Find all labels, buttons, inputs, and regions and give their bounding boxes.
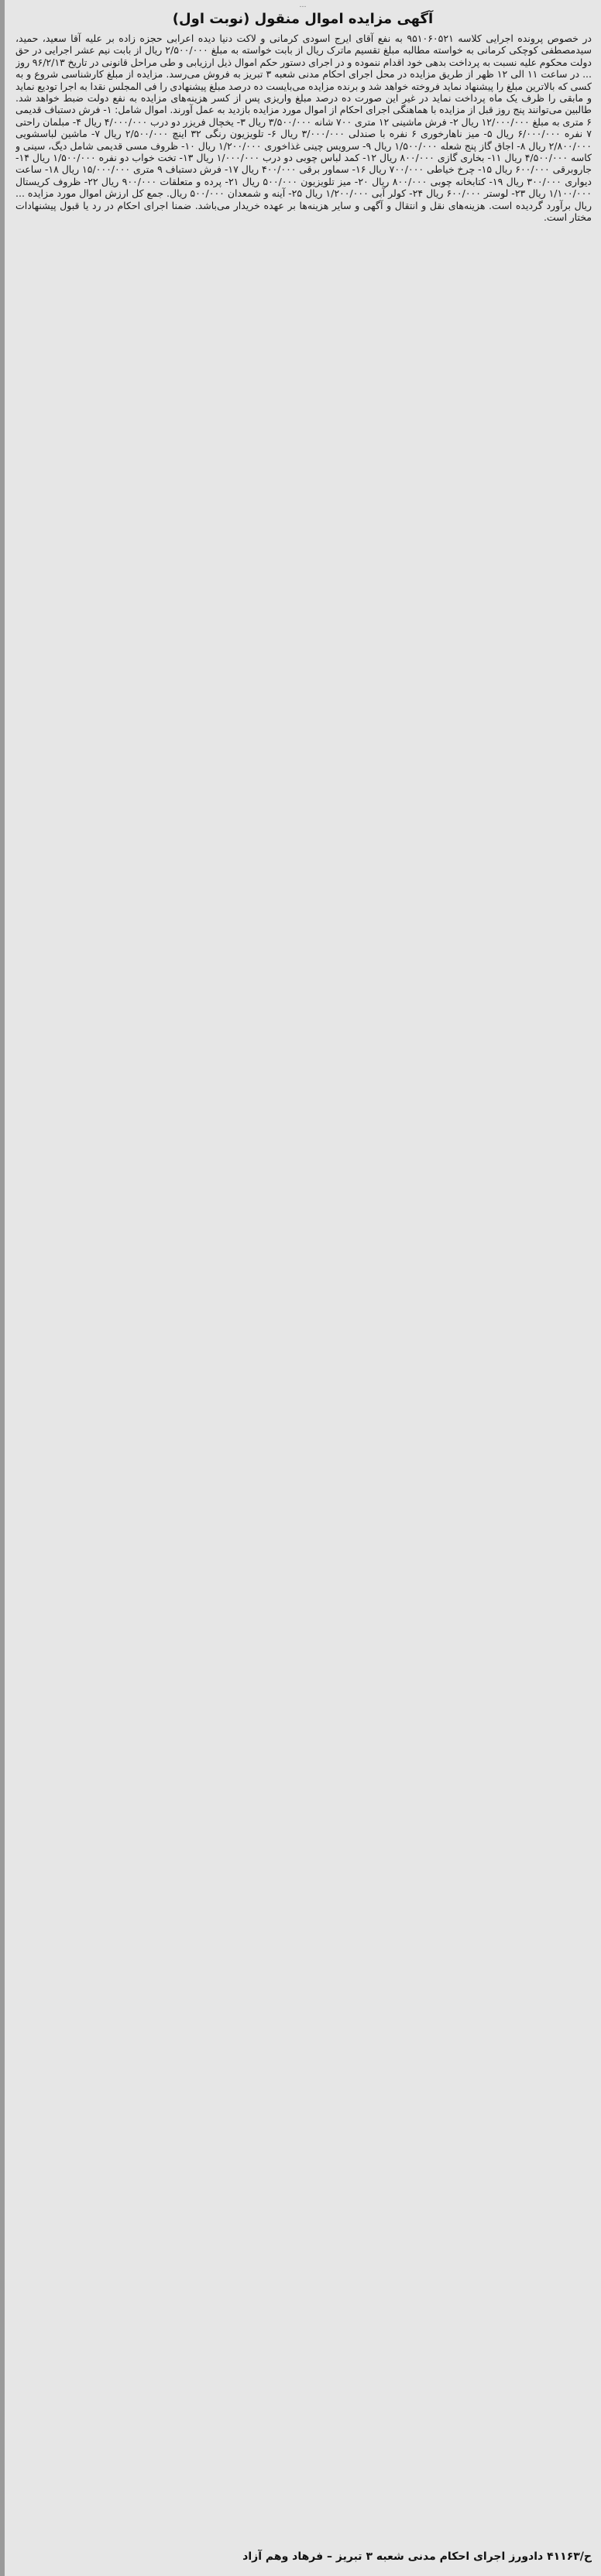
notice-title: آگهی مزایده اموال منقول (نوبت اول) bbox=[172, 11, 434, 27]
cropped-header-strip: … bbox=[299, 2, 307, 9]
notice-body: در خصوص پرونده اجرایی کلاسه ۹۵۱۰۶۰۵۲۱ به نفع آقای ایرج اسودی کرمانی و لاکت دنیا دیده اعرابی حجزه زاده بر علیه آقا سعید، حمید، سیدمصطفی کوچکی کرمانی به خواسته مطالبه مبلغ تقسیم ماترک ریال از بابت خواسته به مبلغ ۲/۵۰۰/۰۰۰ ریال از بابت نیم عشر اجرایی در حق دولت محکوم علیه نسبت به پرداخت بدهی خود اقدام ننموده و در اجرای دستور حکم اموال ذیل ارزیابی و طی مراحل قانونی در تاریخ ۹۶/۲/۱۳ روز ... در ساعت ۱۱ الی ۱۲ ظهر از طریق مزایده در محل اجرای احکام مدنی شعبه ۳ تبریز به فروش می‌رسد. مزایده از مبلغ کارشناسی شروع و به کسی که بالاترین مبلغ را پیشنهاد نماید فروخته خواهد شد و برنده مزایده می‌بایست ده درصد مبلغ پیشنهادی را فی المجلس نقدا به اجرا تودیع نماید و مابقی را ظرف یک ماه پرداخت نماید در غیر این صورت ده درصد مبلغ واریزی پس از کسر هزینه‌های مزایده به نفع دولت ضبط خواهد شد. طالبین می‌توانند پنج روز قبل از مزایده با هماهنگی اجرای احکام از اموال مورد مزایده بازدید به عمل آورند. اموال شامل: ۱- فرش دستباف قدیمی ۶ متری به مبلغ ۱۲/۰۰۰/۰۰۰ ریال ۲- فرش ماشینی ۱۲ متری ۷۰۰ شانه ۳/۵۰۰/۰۰۰ ریال ۳- یخچال فریزر دو درب ۴/۰۰۰/۰۰۰ ریال ۴- مبلمان راحتی ۷ نفره ۶/۰۰۰/۰۰۰ ریال ۵- میز ناهارخوری ۶ نفره با صندلی ۳/۰۰۰/۰۰۰ ریال ۶- تلویزیون رنگی ۳۲ اینچ ۲/۵۰۰/۰۰۰ ریال ۷- ماشین لباسشویی ۲/۸۰۰/۰۰۰ ریال ۸- اجاق گاز پنج شعله ۱/۵۰۰/۰۰۰ ریال ۹- سرویس چینی غذاخوری ۱/۲۰۰/۰۰۰ ریال ۱۰- ظروف مسی قدیمی شامل دیگ، سینی و کاسه ۴/۵۰۰/۰۰۰ ریال ۱۱- بخاری گازی ۸۰۰/۰۰۰ ریال ۱۲- کمد لباس چوبی دو درب ۱/۰۰۰/۰۰۰ ریال ۱۳- تخت خواب دو نفره ۱/۵۰۰/۰۰۰ ریال ۱۴- جاروبرقی ۶۰۰/۰۰۰ ریال ۱۵- چرخ خیاطی ۷۰۰/۰۰۰ ریال ۱۶- سماور برقی ۴۰۰/۰۰۰ ریال ۱۷- فرش دستباف ۹ متری ۱۵/۰۰۰/۰۰۰ ریال ۱۸- ساعت دیواری ۳۰۰/۰۰۰ ریال ۱۹- کتابخانه چوبی ۸۰۰/۰۰۰ ریال ۲۰- میز تلویزیون ۵۰۰/۰۰۰ ریال ۲۱- پرده و متعلقات ۹۰۰/۰۰۰ ریال ۲۲- ظروف کریستال ۱/۱۰۰/۰۰۰ ریال ۲۳- لوستر ۶۰۰/۰۰۰ ریال ۲۴- کولر آبی ۱/۲۰۰/۰۰۰ ریال ۲۵- آینه و شمعدان ۵۰۰/۰۰۰ ریال. جمع کل ارزش اموال مورد مزایده ... ریال برآورد گردیده است. هزینه‌های نقل و انتقال و آگهی و سایر هزینه‌ها بر عهده خریدار می‌باشد. ضمنا اجرای احکام در رد یا قبول پیشنهادات مختار است. bbox=[15, 33, 592, 224]
notice-signature: ح/۴۱۱۶۳ دادورز اجرای احکام مدنی شعبه ۳ تبریز – فرهاد وهم آزاد bbox=[242, 2550, 592, 2563]
